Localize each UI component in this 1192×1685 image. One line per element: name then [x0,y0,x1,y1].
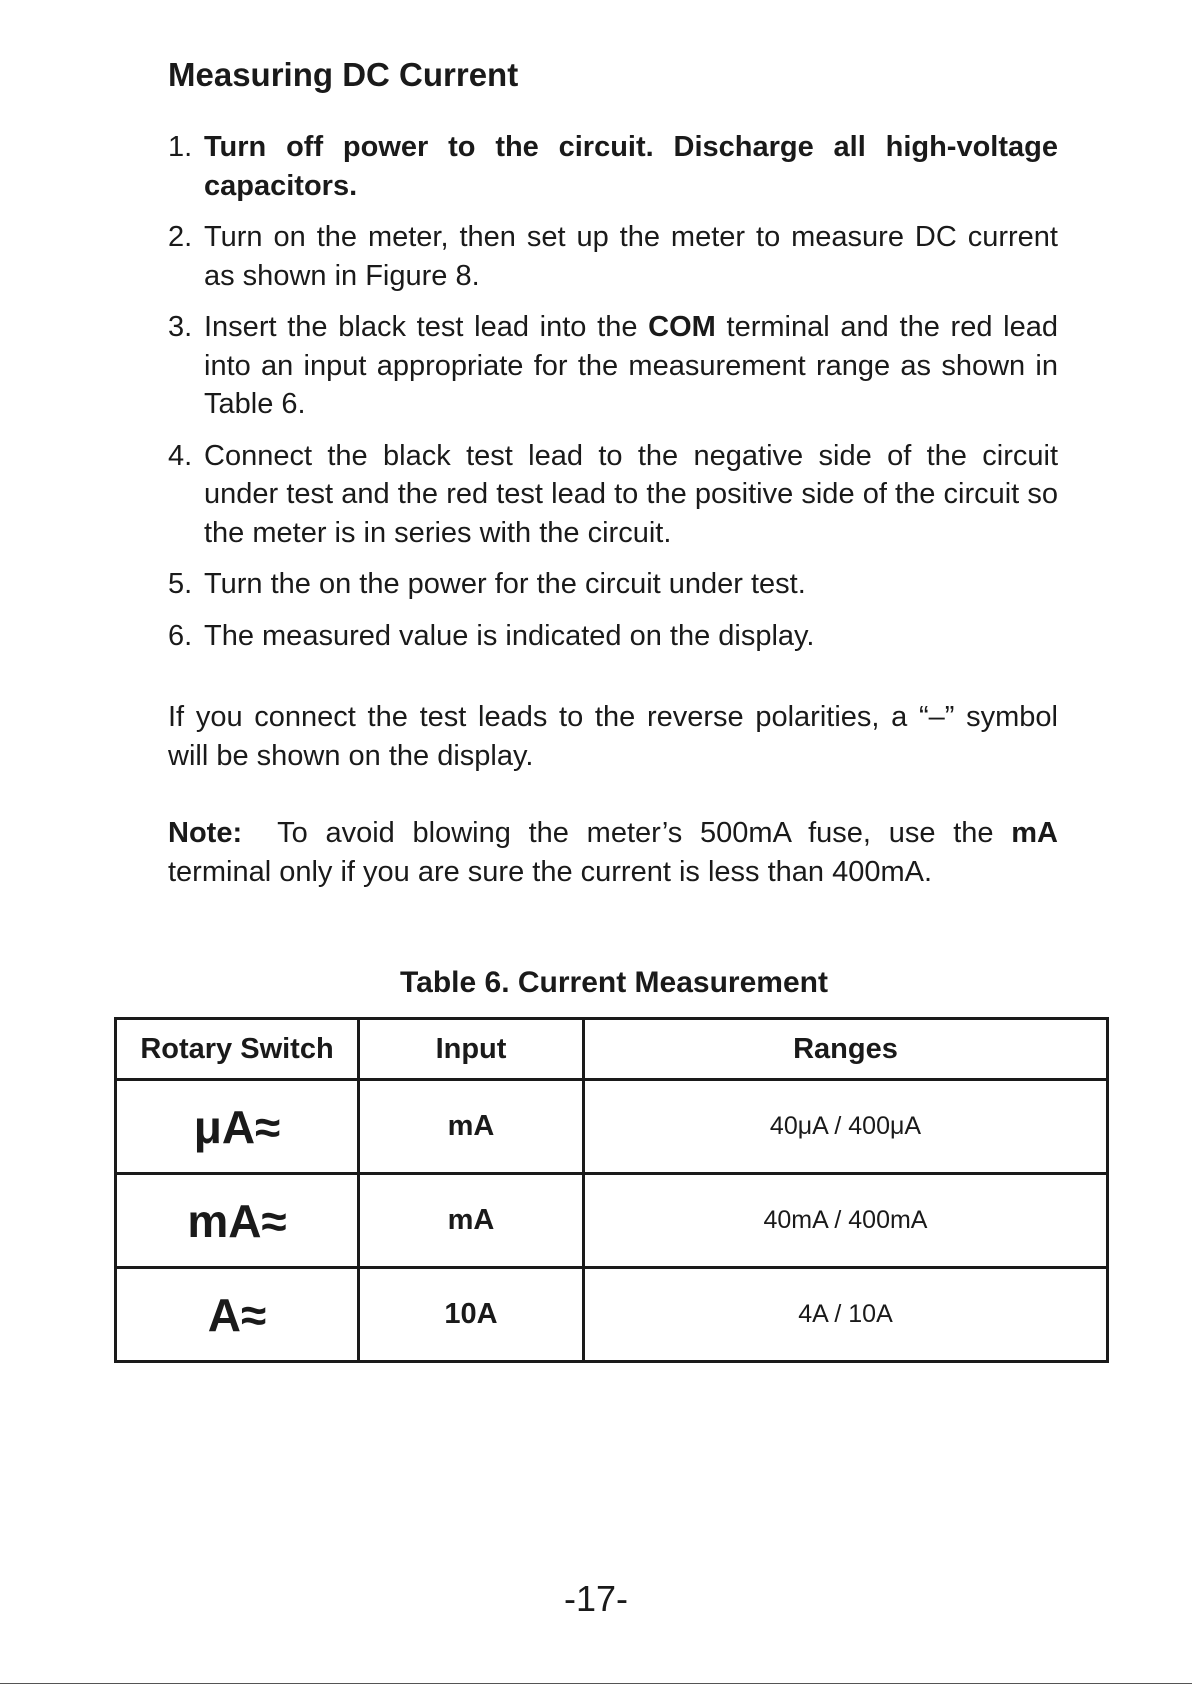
ma-terminal-label: mA [1011,817,1058,849]
step-text: Turn on the meter, then set up the meter to measure DC current as shown in Figure 8. [204,221,1058,292]
range-values: 40μA / 400μA [584,1080,1108,1174]
step-1 [168,128,1058,205]
reverse-polarity-paragraph: If you connect the test leads to the reverse polarities, a “–” symbol will be shown on the display. [168,701,1058,772]
rotary-switch-symbol: A≈ [116,1268,359,1362]
header-input: Input [359,1019,584,1080]
procedure-steps [168,128,1058,668]
page-edge-divider [0,1683,1192,1684]
section-heading: Measuring DC Current [168,56,519,93]
table-row [116,1268,1108,1362]
step-text-part: terminal and the red lead into an input appropriate for the measurement range as shown in Table 6. [204,311,1058,420]
com-terminal-label: COM [648,311,716,343]
step-3 [168,308,1058,424]
header-ranges: Ranges [584,1019,1108,1080]
header-rotary-switch: Rotary Switch [116,1019,359,1080]
step-text-part: Insert the black test lead into the [204,311,649,343]
step-number: 5. [168,568,193,600]
step-number: 3. [168,311,193,343]
input-terminal: mA [359,1080,584,1174]
step-text [204,308,1058,424]
table-row [116,1080,1108,1174]
step-text: Connect the black test lead to the negative side of the circuit under test and the red test lead to the positive side of the circuit so the meter is in series with the circuit. [204,439,1058,549]
step-number: 6. [168,619,193,652]
note-text-part: terminal only if you are sure the current is less than 400mA. [168,855,933,888]
range-values: 4A / 10A [584,1268,1108,1362]
input-terminal: mA [359,1174,584,1268]
step-number: 2. [168,221,193,253]
table-row [116,1174,1108,1268]
note-text-part: To avoid blowing the meter’s 500mA fuse, use the [242,817,1012,849]
step-5 [168,565,1058,604]
step-text: Turn the on the power for the circuit under test. [204,568,806,600]
step-number: 4. [168,439,193,472]
rotary-switch-symbol: mA≈ [116,1174,359,1268]
current-measurement-table [114,1017,1109,1363]
step-2 [168,218,1058,295]
step-4 [168,437,1058,553]
step-text: Turn off power to the circuit. Discharge all high-voltage capacitors. [204,131,1058,202]
input-terminal: 10A [359,1268,584,1362]
step-text: The measured value is indicated on the display. [204,619,815,652]
step-6 [168,617,1058,656]
note-paragraph [168,814,1058,891]
note-label: Note: [168,817,243,849]
table-caption: Table 6. Current Measurement [400,966,828,999]
range-values: 40mA / 400mA [584,1174,1108,1268]
page-number: -17- [563,1578,629,1619]
table-header-row [116,1019,1108,1080]
step-number: 1. [168,131,193,163]
rotary-switch-symbol: μA≈ [116,1080,359,1174]
